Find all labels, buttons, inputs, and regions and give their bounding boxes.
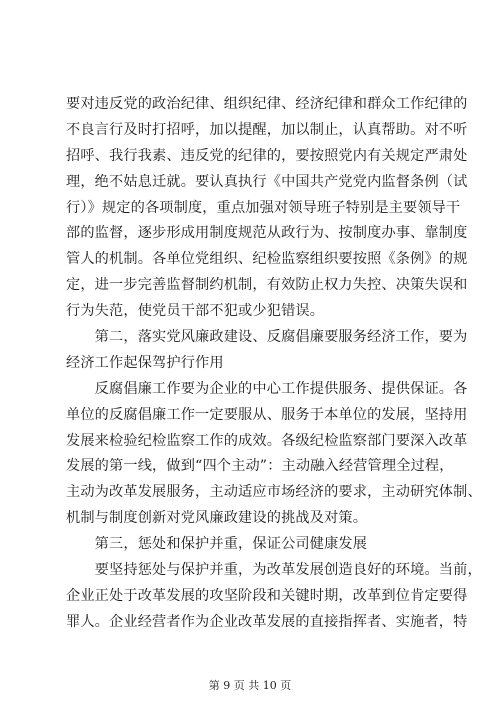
text-line: 理，绝不姑息迁就。要认真执行《中国共产党党内监督条例（试 — [66, 173, 468, 190]
text-line: 行为失范，使党员干部不犯或少犯错误。 — [66, 303, 325, 320]
page-number-footer: 第 9 页 共 10 页 — [208, 679, 292, 692]
text-line: 招呼、我行我素、违反党的纪律的，要按照党内有关规定严肃处 — [66, 147, 468, 164]
section-heading-line: 第二，落实党风廉政建设、反腐倡廉要服务经济工作，要为 — [66, 329, 468, 346]
text-line: 发展来检验纪检监察工作的成效。各级纪检监察部门要深入改革 — [66, 432, 468, 449]
text-line: 不良言行及时打招呼，加以提醒，加以制止，认真帮助。对不听 — [66, 121, 468, 138]
text-line: 要坚持惩处与保护并重，为改革发展创造良好的环境。当前， — [66, 562, 482, 579]
text-line: 要对违反党的政治纪律、组织纪律、经济纪律和群众工作纪律的 — [66, 96, 468, 112]
text-line: 管人的机制。各单位党组织、纪检监察组织要按照《条例》的规 — [66, 251, 468, 268]
text-line: 罪人。企业经营者作为企业改革发展的直接指挥者、实施者，特 — [66, 613, 468, 630]
text-line: 反腐倡廉工作要为企业的中心工作提供服务、提供保证。各 — [66, 380, 468, 397]
body-text — [66, 92, 482, 636]
text-line: 发展的第一线，做到“四个主动”：主动融入经营管理全过程， — [66, 458, 454, 475]
text-line: 企业正处于改革发展的攻坚阶段和关键时期，改革到位肯定要得 — [66, 587, 468, 604]
section-heading-line: 第三，惩处和保护并重，保证公司健康发展 — [66, 536, 368, 553]
text-line: 机制与制度创新对党风廉政建设的挑战及对策。 — [66, 510, 368, 527]
section-heading-line: 经济工作起保驾护行作用 — [66, 354, 224, 371]
text-line: 部的监督，逐步形成用制度规范从政行为、按制度办事、靠制度 — [66, 225, 468, 242]
text-line: 主动为改革发展服务，主动适应市场经济的要求，主动研究体制、 — [66, 484, 482, 501]
text-line: 单位的反腐倡廉工作一定要服从、服务于本单位的发展，坚持用 — [66, 406, 468, 423]
text-line: 定，进一步完善监督制约机制，有效防止权力失控、决策失误和 — [66, 277, 468, 294]
text-line: 行）》规定的各项制度，重点加强对领导班子特别是主要领导干 — [66, 199, 461, 216]
